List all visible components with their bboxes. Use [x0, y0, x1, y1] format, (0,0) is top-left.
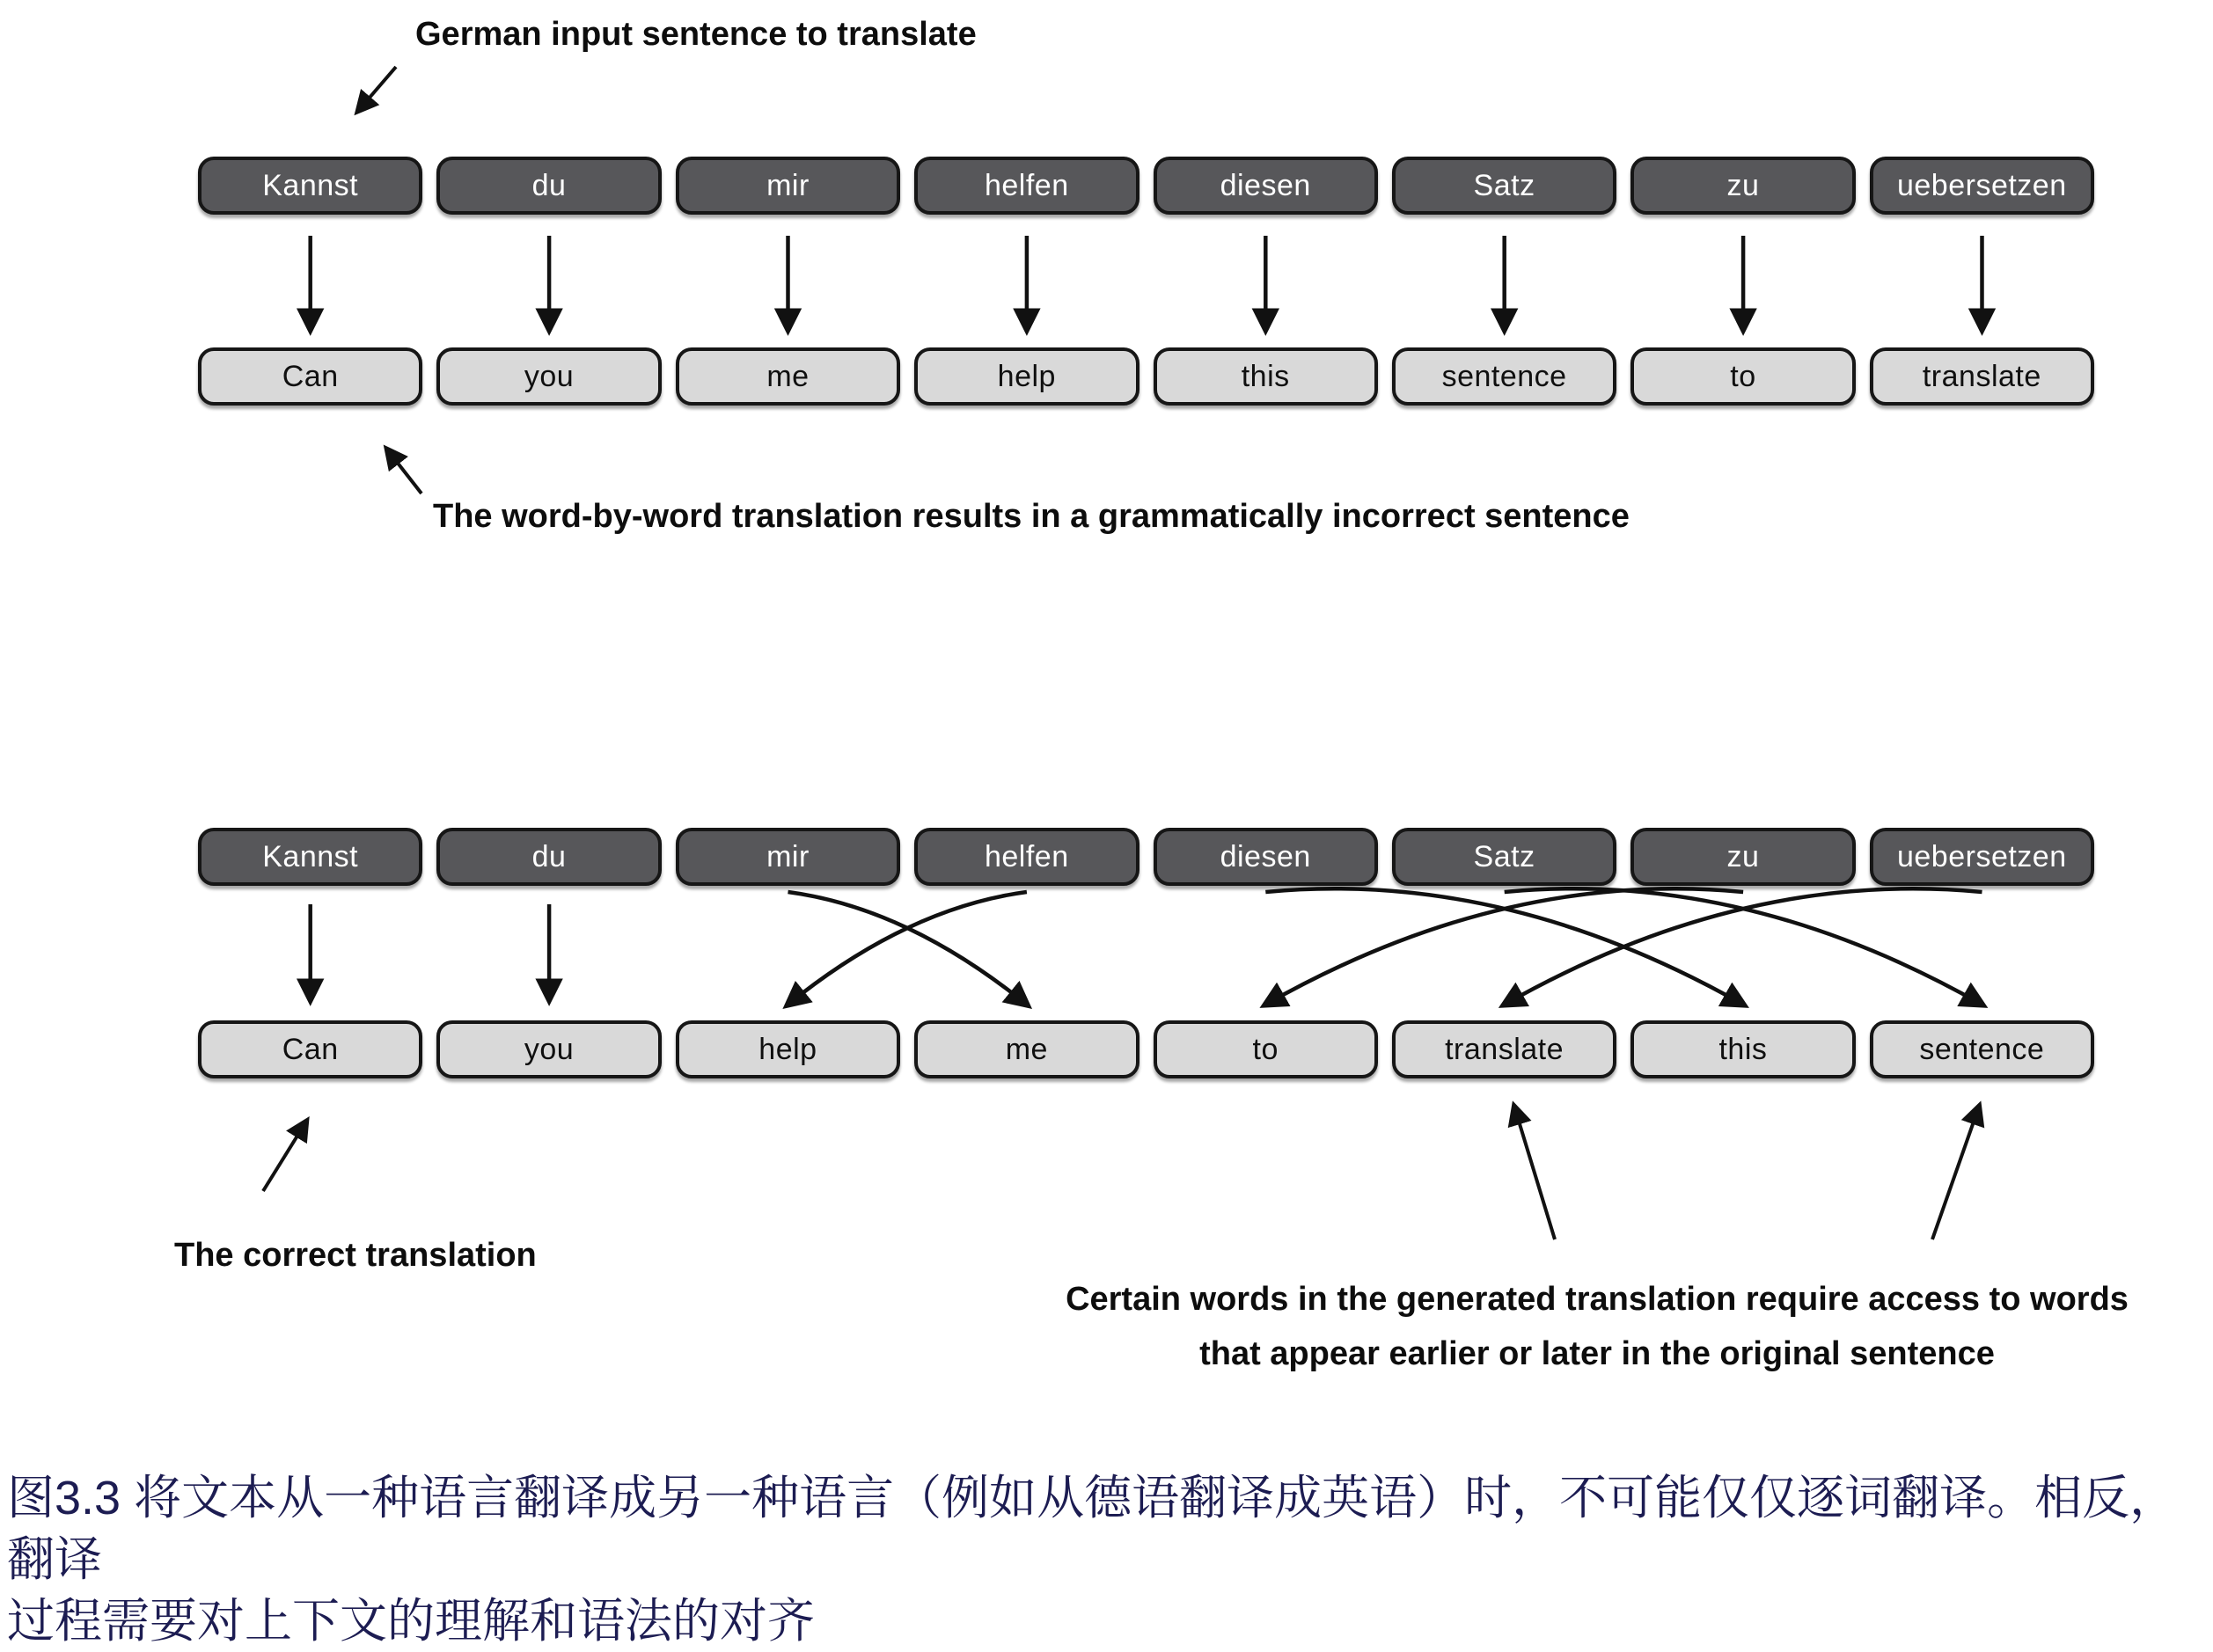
- top-german-row: [198, 157, 2094, 215]
- german-word-box: helfen: [914, 157, 1139, 215]
- annotation-german-input: German input sentence to translate: [415, 16, 977, 53]
- bottom-english-row: [198, 1020, 2094, 1078]
- german-word-box: uebersetzen: [1870, 157, 2094, 215]
- english-word-box: sentence: [1870, 1020, 2094, 1078]
- german-word-box: Satz: [1392, 828, 1616, 886]
- german-word-box: uebersetzen: [1870, 828, 2094, 886]
- arrow-to-correct-translation: [263, 1122, 306, 1191]
- annotation-correct-translation: The correct translation: [174, 1237, 537, 1274]
- top-english-row: [198, 347, 2094, 406]
- german-word-box: diesen: [1154, 157, 1378, 215]
- german-word-box: du: [436, 157, 661, 215]
- english-word-box: you: [436, 1020, 661, 1078]
- annotation-certain-words: [981, 1272, 2213, 1381]
- english-word-box: this: [1154, 347, 1378, 406]
- english-word-box: you: [436, 347, 661, 406]
- bottom-german-row: [198, 828, 2094, 886]
- english-word-box: translate: [1392, 1020, 1616, 1078]
- english-word-box: Can: [198, 1020, 422, 1078]
- english-word-box: sentence: [1392, 347, 1616, 406]
- german-word-box: Kannst: [198, 828, 422, 886]
- figure-caption: [7, 1467, 2200, 1652]
- german-word-box: zu: [1630, 157, 1855, 215]
- annotation-certain-words-line2: that appear earlier or later in the original sentence: [1199, 1335, 1995, 1372]
- german-word-box: mir: [676, 828, 900, 886]
- english-word-box: help: [914, 347, 1139, 406]
- english-word-box: this: [1630, 1020, 1855, 1078]
- english-word-box: me: [914, 1020, 1139, 1078]
- german-word-box: Satz: [1392, 157, 1616, 215]
- word-alignment-arrow: [1505, 888, 1982, 1005]
- word-alignment-arrow: [1505, 888, 1982, 1005]
- english-word-box: to: [1154, 1020, 1378, 1078]
- german-word-box: mir: [676, 157, 900, 215]
- word-alignment-arrow: [788, 892, 1027, 1005]
- english-word-box: me: [676, 347, 900, 406]
- german-word-box: diesen: [1154, 828, 1378, 886]
- word-alignment-arrow: [1265, 888, 1743, 1005]
- english-word-box: translate: [1870, 347, 2094, 406]
- german-word-box: zu: [1630, 828, 1855, 886]
- german-word-box: Kannst: [198, 157, 422, 215]
- english-word-box: help: [676, 1020, 900, 1078]
- german-word-box: du: [436, 828, 661, 886]
- annotation-certain-words-line1: Certain words in the generated translation require access to words: [1066, 1281, 2129, 1318]
- arrow-to-word-by-word-row: [387, 450, 421, 493]
- english-word-box: to: [1630, 347, 1855, 406]
- arrow-to-translate-box: [1514, 1107, 1555, 1239]
- german-word-box: helfen: [914, 828, 1139, 886]
- word-alignment-arrow: [788, 892, 1027, 1005]
- arrow-to-sentence-box: [1932, 1107, 1979, 1239]
- arrow-to-german-row: [358, 67, 396, 111]
- word-alignment-arrow: [1265, 888, 1743, 1005]
- figure-caption-line1: 图3.3 将文本从一种语言翻译成另一种语言（例如从德语翻译成英语）时，不可能仅仅逐词翻译。相反，翻译: [7, 1472, 2178, 1586]
- figure-caption-line2: 过程需要对上下文的理解和语法的对齐: [7, 1595, 815, 1648]
- annotation-word-by-word: The word-by-word translation results in a grammatically incorrect sentence: [433, 498, 1630, 535]
- english-word-box: Can: [198, 347, 422, 406]
